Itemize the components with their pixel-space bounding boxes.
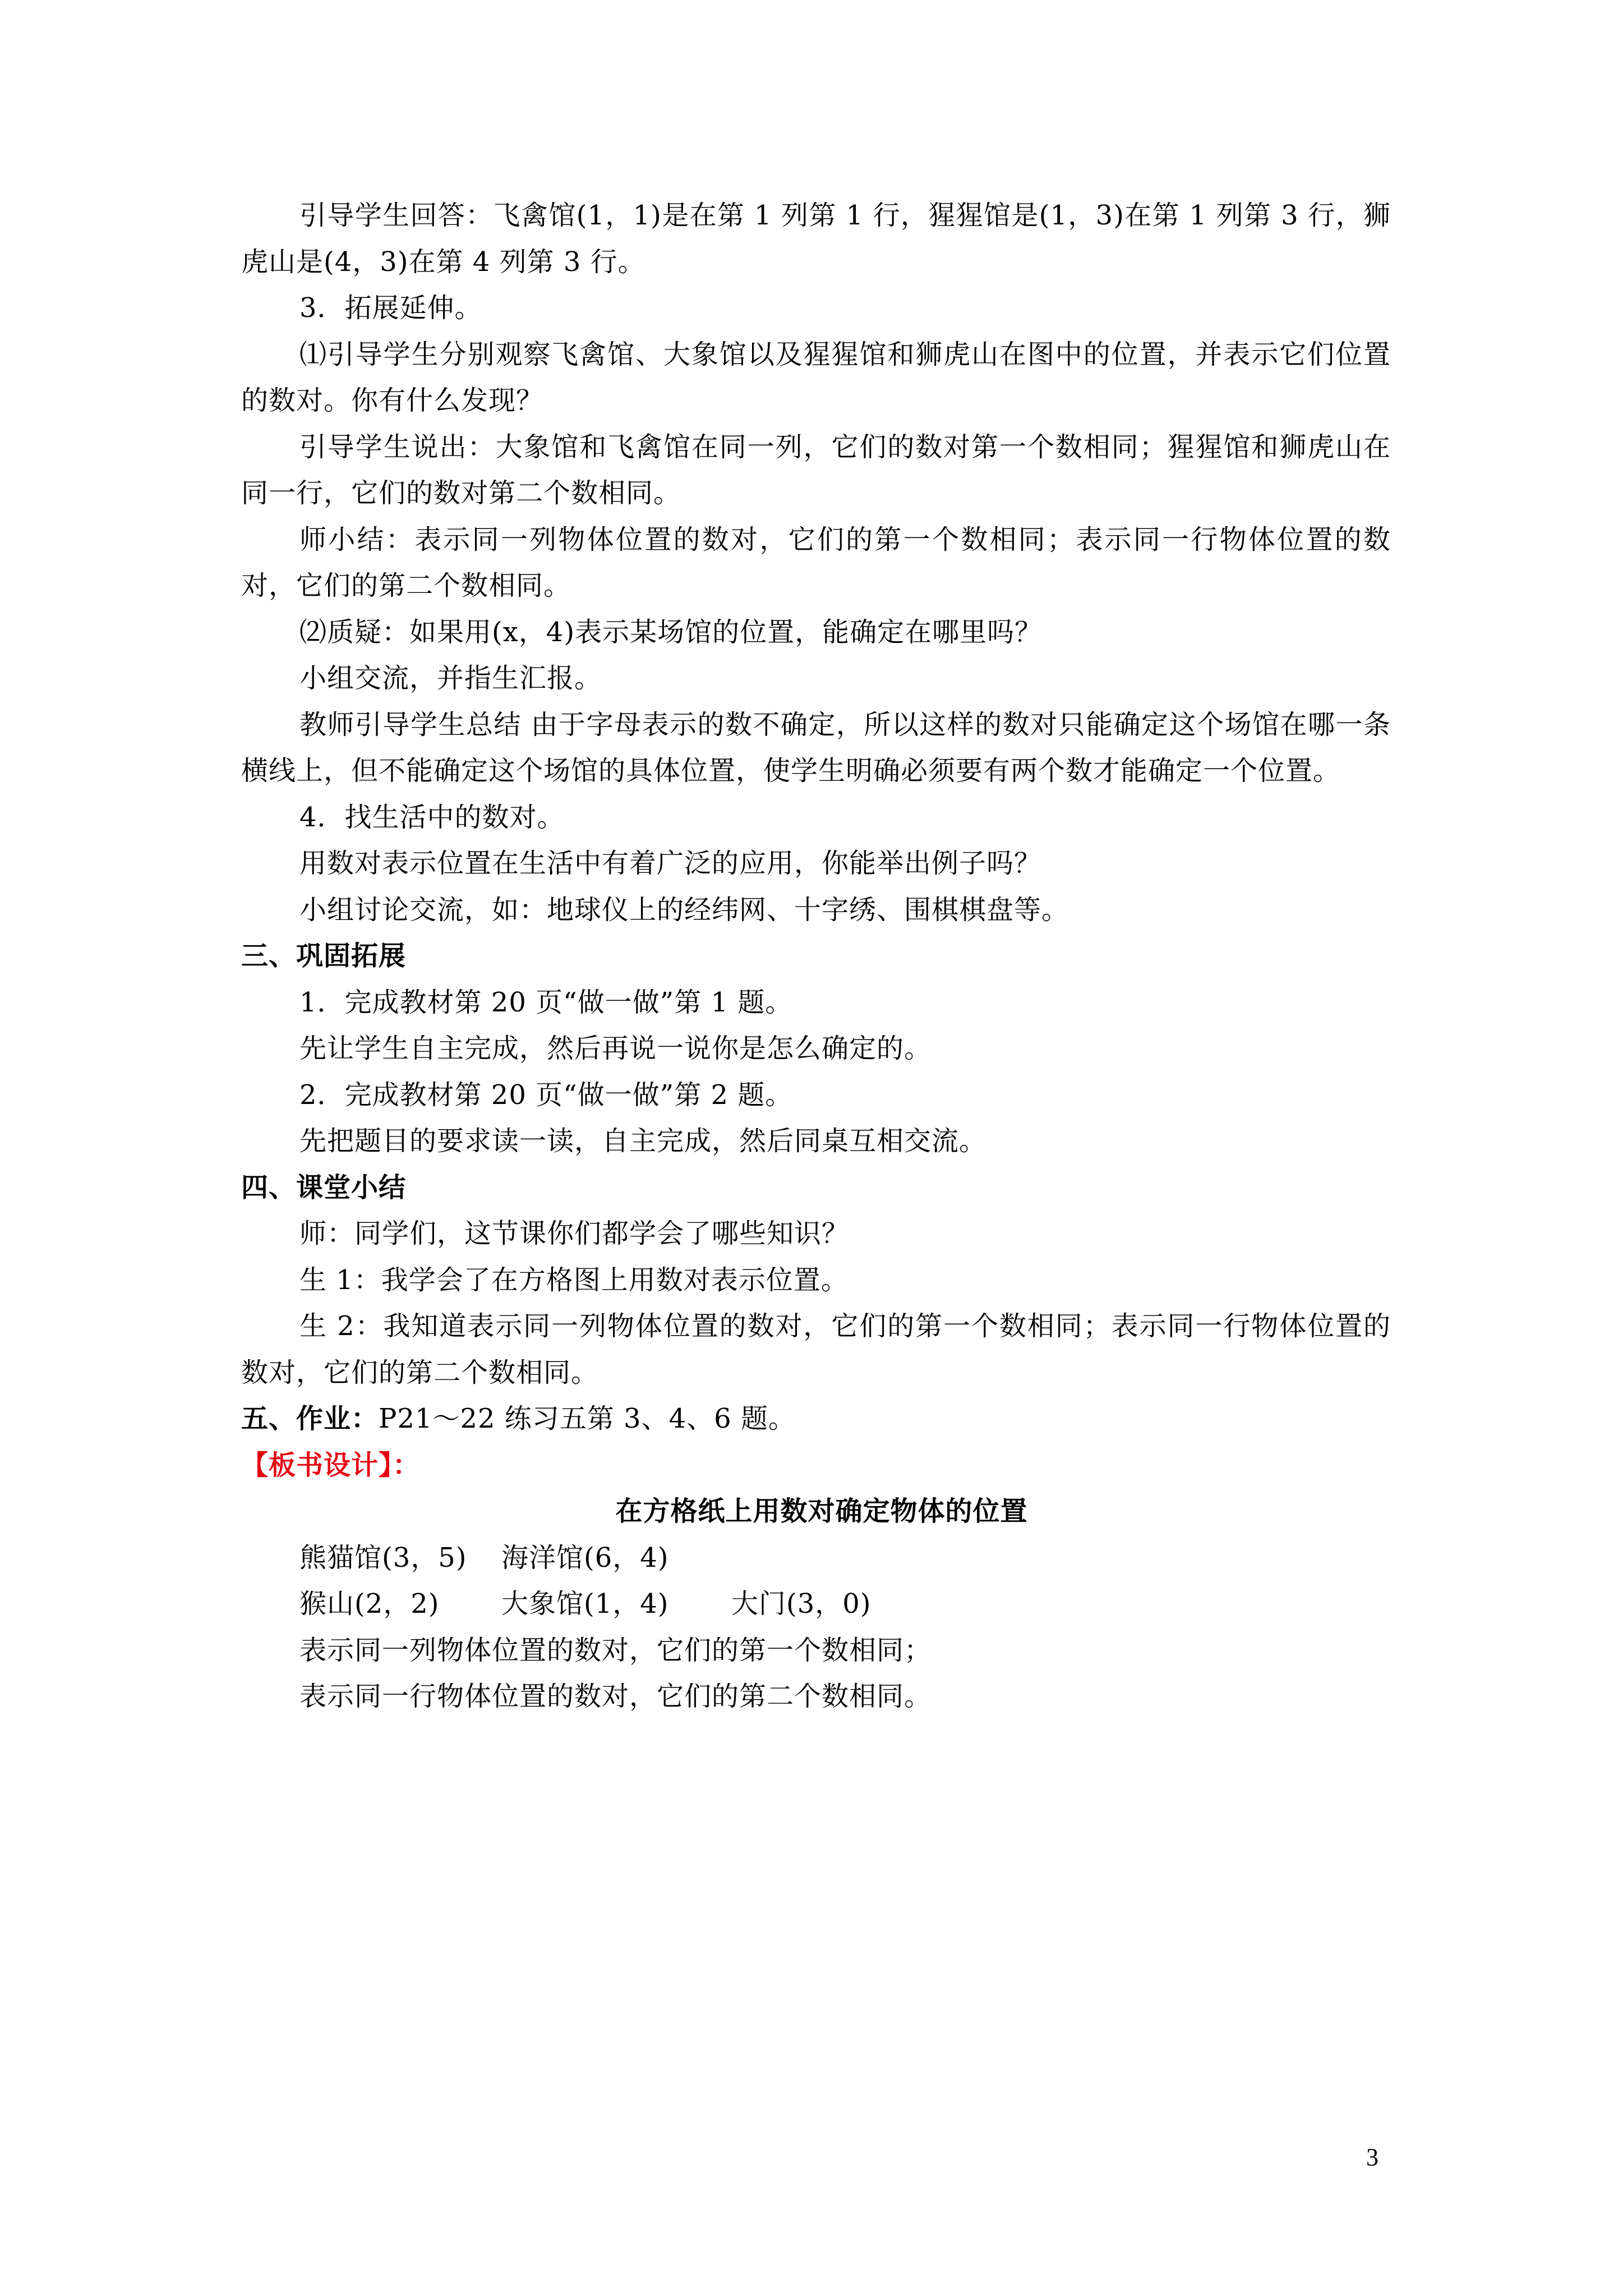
board-title: 在方格纸上用数对确定物体的位置 bbox=[615, 1496, 1028, 1527]
paragraph: 先让学生自主完成，然后再说一说你是怎么确定的。 bbox=[299, 1033, 932, 1064]
paragraph: 2．完成教材第 20 页“做一做”第 2 题。 bbox=[299, 1079, 793, 1111]
paragraph: 教师引导学生总结 由于字母表示的数不确定，所以这样的数对只能确定这个场馆在哪一条横线上，但不能确定这个场馆的具体位置，使学生明确必须要有两个数才能确定一个位置。 bbox=[241, 708, 1391, 786]
paragraph: 师：同学们，这节课你们都学会了哪些知识？ bbox=[299, 1218, 850, 1249]
board-line-1: 表示同一列物体位置的数对，它们的第一个数相同； bbox=[299, 1634, 932, 1666]
paragraph: ⑵质疑：如果用(x，4)表示某场馆的位置，能确定在哪里吗？ bbox=[299, 616, 1043, 648]
paragraph: 引导学生回答：飞禽馆(1，1)是在第 1 列第 1 行，猩猩馆是(1，3)在第 1 列第 3 行，狮虎山是(4，3)在第 4 列第 3 行。 bbox=[241, 200, 1391, 278]
homework-text: P21～22 练习五第 3、4、6 题。 bbox=[379, 1403, 796, 1434]
paragraph: 3．拓展延伸。 bbox=[299, 292, 482, 324]
section-homework bbox=[241, 1396, 1391, 1442]
board-item: 海洋馆(6，4) bbox=[501, 1542, 669, 1573]
board-item: 大门(3，0) bbox=[731, 1588, 872, 1619]
page-number: 3 bbox=[1366, 2143, 1378, 2171]
paragraph: 4．找生活中的数对。 bbox=[299, 801, 565, 833]
paragraph: 生 2：我知道表示同一列物体位置的数对，它们的第一个数相同；表示同一行物体位置的数对，它们的第二个数相同。 bbox=[241, 1310, 1391, 1388]
board-line-2: 表示同一行物体位置的数对，它们的第二个数相同。 bbox=[299, 1681, 932, 1712]
paragraph: 用数对表示位置在生活中有着广泛的应用，你能举出例子吗？ bbox=[299, 848, 1042, 879]
paragraph: 1．完成教材第 20 页“做一做”第 1 题。 bbox=[299, 986, 793, 1018]
section-heading-consolidate: 三、巩固拓展 bbox=[241, 940, 407, 972]
page-content bbox=[241, 192, 1391, 1720]
board-design-label: 【板书设计】： bbox=[241, 1449, 421, 1481]
board-item: 大象馆(1，4) bbox=[501, 1588, 669, 1619]
paragraph: 小组讨论交流，如：地球仪上的经纬网、十字绣、围棋棋盘等。 bbox=[299, 894, 1069, 926]
paragraph: 引导学生说出：大象馆和飞禽馆在同一列，它们的数对第一个数相同；猩猩馆和狮虎山在同一行，它们的数对第二个数相同。 bbox=[241, 431, 1391, 509]
board-row-2 bbox=[241, 1581, 1391, 1627]
board-item: 猴山(2，2) bbox=[299, 1588, 440, 1619]
paragraph: 生 1：我学会了在方格图上用数对表示位置。 bbox=[299, 1264, 849, 1296]
paragraph: 先把题目的要求读一读，自主完成，然后同桌互相交流。 bbox=[299, 1125, 987, 1157]
paragraph: ⑴引导学生分别观察飞禽馆、大象馆以及猩猩馆和狮虎山在图中的位置，并表示它们位置的数对。你有什么发现？ bbox=[241, 338, 1391, 416]
paragraph: 师小结：表示同一列物体位置的数对，它们的第一个数相同；表示同一行物体位置的数对，它们的第二个数相同。 bbox=[241, 523, 1391, 601]
board-item: 熊猫馆(3，5) bbox=[299, 1542, 467, 1573]
section-heading-homework: 五、作业： bbox=[241, 1403, 379, 1434]
paragraph: 小组交流，并指生汇报。 bbox=[299, 662, 602, 694]
board-row-1 bbox=[241, 1535, 1391, 1581]
section-heading-summary: 四、课堂小结 bbox=[241, 1171, 407, 1203]
